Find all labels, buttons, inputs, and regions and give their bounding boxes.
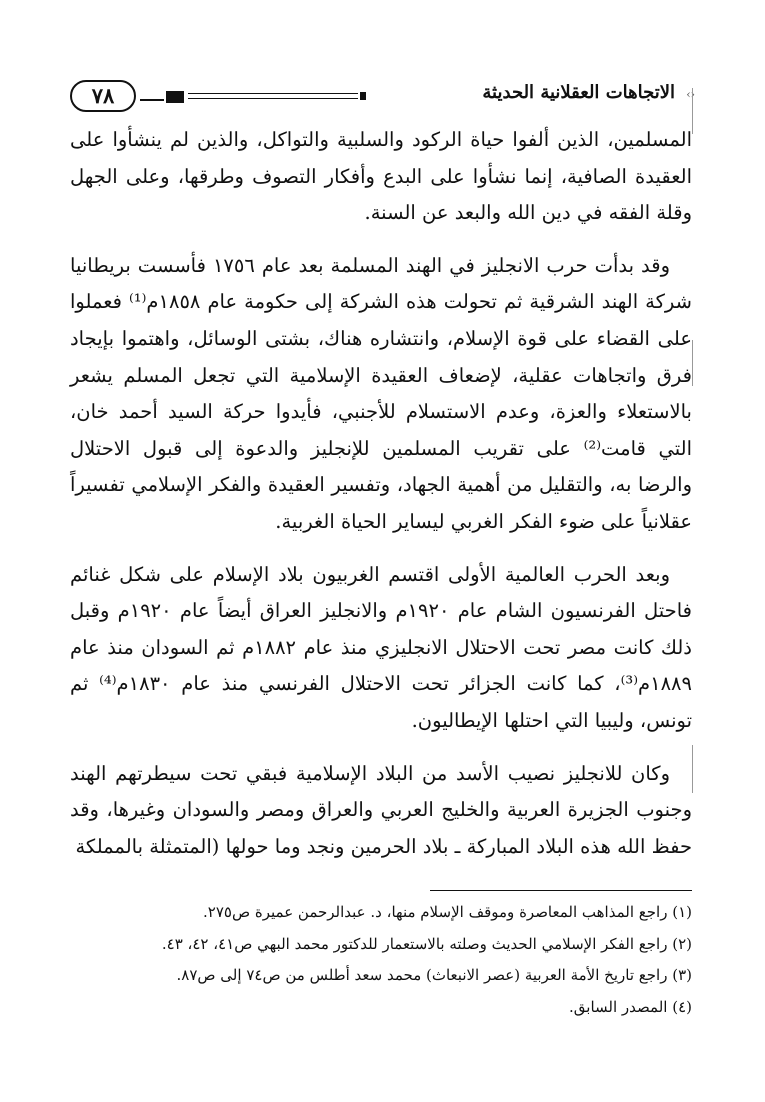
footnote-separator bbox=[430, 890, 692, 891]
page-number: ٧٨ bbox=[70, 80, 136, 112]
main-text bbox=[70, 122, 692, 865]
header-rule-end bbox=[360, 92, 366, 100]
footnote-3: (٣) راجع تاريخ الأمة العربية (عصر الانبعاث) محمد سعد أطلس من ص٧٤ إلى ص٨٧. bbox=[176, 966, 692, 984]
header-rule-double bbox=[188, 93, 358, 99]
margin-line bbox=[692, 88, 693, 134]
paragraph: وبعد الحرب العالمية الأولى اقتسم الغربيون بلاد الإسلام على شكل غنائم فاحتل الفرنسيون الشام عام ١٩٢٠م والانجليز العراق أيضاً عام ١٩٢٠م وقبل ذلك كانت مصر تحت الاحتلال الانجليزي منذ عام ١٨٨٢م ثم السودان منذ عام ١٨٨٩م⁽³⁾، كما كانت الجزائر تحت الاحتلال الفرنسي منذ عام ١٨٣٠م⁽⁴⁾ ثم تونس، وليبيا التي احتلها الإيطاليون. bbox=[70, 562, 692, 732]
paragraph: المسلمين، الذين ألفوا حياة الركود والسلبية والتواكل، والذين لم ينشأوا على العقيدة الصافية، إنما نشأوا على البدع وأفكار التصوف وطرقها، وعلى الجهل وقلة الفقه في دين الله والبعد عن السنة. bbox=[70, 128, 692, 225]
margin-line bbox=[692, 745, 693, 793]
footnote-1: (١) راجع المذاهب المعاصرة وموقف الإسلام منها، د. عبدالرحمن عميرة ص٢٧٥. bbox=[203, 903, 692, 921]
running-title: الاتجاهات العقلانية الحديثة bbox=[482, 82, 675, 103]
footnote-4: (٤) المصدر السابق. bbox=[569, 997, 692, 1016]
paragraph: وكان للانجليز نصيب الأسد من البلاد الإسلامية فبقي تحت سيطرتهم الهند وجنوب الجزيرة العربية والخليج العربي والعراق ومصر والسودان وغيرها، وقد حفظ الله هذه البلاد المباركة ـ بلاد الحرمين ونجد وما حولها (المتمثلة بالمملكة bbox=[70, 761, 692, 858]
margin-line bbox=[692, 340, 693, 386]
header-rule-bar bbox=[166, 91, 184, 103]
paragraph: وقد بدأت حرب الانجليز في الهند المسلمة بعد عام ١٧٥٦ فأسست بريطانيا شركة الهند الشرقية ثم تحولت هذه الشركة إلى حكومة عام ١٨٥٨م⁽¹⁾ فعملوا على القضاء على قوة الإسلام، وانتشاره هناك، بشتى الوسائل، واهتموا بإيجاد فرق واتجاهات عقلية، لإضعاف العقيدة الإسلامية التي تجعل المسلم يشعر بالاستعلاء والعزة، وعدم الاستسلام للأجنبي، فأيدوا حركة السيد أحمد خان، التي قامت⁽²⁾ على تقريب المسلمين للإنجليز والدعوة إلى قبول الاحتلال والرضا به، والتقليل من أهمية الجهاد، وتفسير العقيدة والفكر الإسلامي تفسيراً عقلانياً على ضوء الفكر الغربي ليساير الحياة الغربية. bbox=[70, 253, 693, 533]
header-rule-thin bbox=[140, 99, 164, 101]
page-header bbox=[70, 78, 695, 118]
folio-mark-icon: ‹› bbox=[686, 88, 695, 101]
footnotes bbox=[70, 897, 692, 1023]
footnote-2: (٢) راجع الفكر الإسلامي الحديث وصلته بالاستعمار للدكتور محمد البهي ص٤١، ٤٢، ٤٣. bbox=[161, 934, 692, 953]
